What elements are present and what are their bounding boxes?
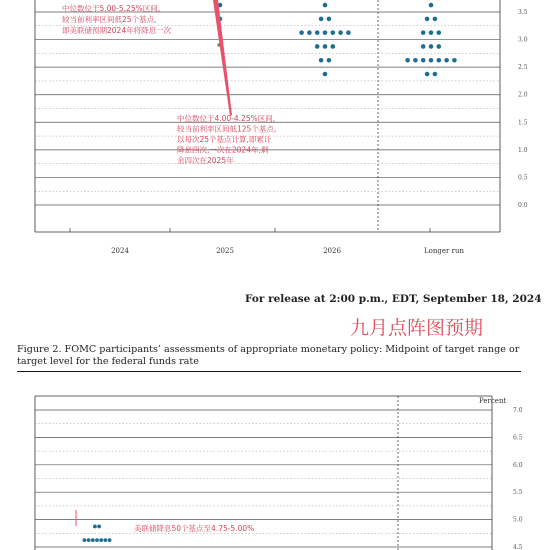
dot	[93, 525, 97, 529]
y-tick-label: 3.0	[518, 36, 528, 44]
y-tick-label: 5.5	[513, 489, 523, 497]
dot	[421, 44, 426, 49]
y-tick-label: 5.0	[513, 516, 523, 524]
dot	[323, 30, 328, 35]
dot	[315, 30, 320, 35]
dot	[104, 538, 108, 542]
callout-pointer	[213, 0, 232, 116]
headline: 九月点阵图预期	[350, 317, 484, 339]
annotation-line: 即美联储预期2024年将降息一次	[62, 26, 172, 35]
y-tick-label: 2.5	[518, 64, 528, 72]
dot	[437, 30, 442, 35]
dot	[346, 30, 351, 35]
bottom-chart-y-ticks	[513, 407, 523, 550]
dot	[433, 17, 438, 22]
x-axis-label: Longer run	[424, 247, 464, 255]
dot	[91, 538, 95, 542]
dot	[421, 30, 426, 35]
annotation-line: 中位数位于4.00-4.25%区间,	[177, 114, 276, 123]
release-text: For release at 2:00 p.m., EDT, September 18, 2024	[245, 293, 542, 305]
bottom-chart-grid	[35, 396, 492, 550]
annotation-line: 以每次25个基点计算,即累计	[177, 135, 272, 144]
annotation-line: 美联储降息50个基点至4.75-5.00%	[134, 524, 255, 533]
y-tick-label: 1.5	[518, 119, 528, 127]
dot	[323, 3, 328, 8]
dot	[315, 44, 320, 49]
dot	[323, 72, 328, 77]
dot	[429, 44, 434, 49]
dot	[299, 30, 304, 35]
dot	[327, 17, 332, 22]
annotation-line: 较当前利率区间低25个基点,	[62, 15, 157, 24]
dot	[323, 44, 328, 49]
x-axis-label: 2026	[323, 247, 341, 255]
dot	[338, 30, 343, 35]
dot	[331, 30, 336, 35]
y-tick-label: 6.0	[513, 461, 523, 469]
dot	[429, 58, 434, 63]
percent-label: Percent	[479, 397, 507, 405]
top-chart-annotations	[62, 0, 276, 165]
dot	[444, 58, 449, 63]
dot	[437, 58, 442, 63]
y-tick-label: 1.0	[518, 146, 528, 154]
x-axis-label: 2025	[216, 247, 234, 255]
y-tick-label: 0.0	[518, 202, 528, 209]
dot	[425, 17, 430, 22]
annotation-line: 中位数位于5.00-5.25%区间,	[62, 4, 161, 13]
dot	[429, 3, 434, 8]
caption-rule	[17, 371, 521, 372]
dot	[405, 58, 410, 63]
dot	[319, 17, 324, 22]
dot	[327, 58, 332, 63]
dot	[429, 30, 434, 35]
y-tick-label: 0.5	[518, 174, 528, 182]
dot	[425, 72, 430, 77]
annotation-line: 降息四次,一次在2024年,剩	[177, 145, 269, 155]
dot	[452, 58, 457, 63]
dot	[421, 58, 426, 63]
dot	[413, 58, 418, 63]
y-tick-label: 6.5	[513, 434, 523, 442]
dot	[87, 538, 91, 542]
y-tick-label: 7.0	[513, 407, 523, 414]
figure-caption: Figure 2. FOMC participants’ assessments of appropriate monetary policy: Midpoint of target range or target level for the federal funds rate	[17, 344, 520, 367]
dot	[99, 538, 103, 542]
annotation-line: 余四次在2025年	[177, 156, 234, 165]
y-tick-label: 4.5	[513, 544, 523, 550]
dot	[108, 538, 112, 542]
y-tick-label: 2.0	[518, 91, 528, 99]
top-chart-x-labels	[111, 247, 464, 255]
annotation-line: 较当前利率区间低125个基点,	[177, 124, 277, 134]
bottom-chart-dots	[83, 525, 112, 543]
dot	[307, 30, 312, 35]
dot	[83, 538, 87, 542]
dot	[319, 58, 324, 63]
y-tick-label: 3.5	[518, 9, 528, 16]
dot	[95, 538, 99, 542]
dot	[433, 72, 438, 77]
bottom-chart-annotations	[76, 510, 254, 533]
top-chart-y-ticks	[518, 9, 528, 209]
x-axis-label: 2024	[111, 247, 129, 255]
dot	[331, 44, 336, 49]
dot	[437, 44, 442, 49]
dot	[97, 525, 101, 529]
